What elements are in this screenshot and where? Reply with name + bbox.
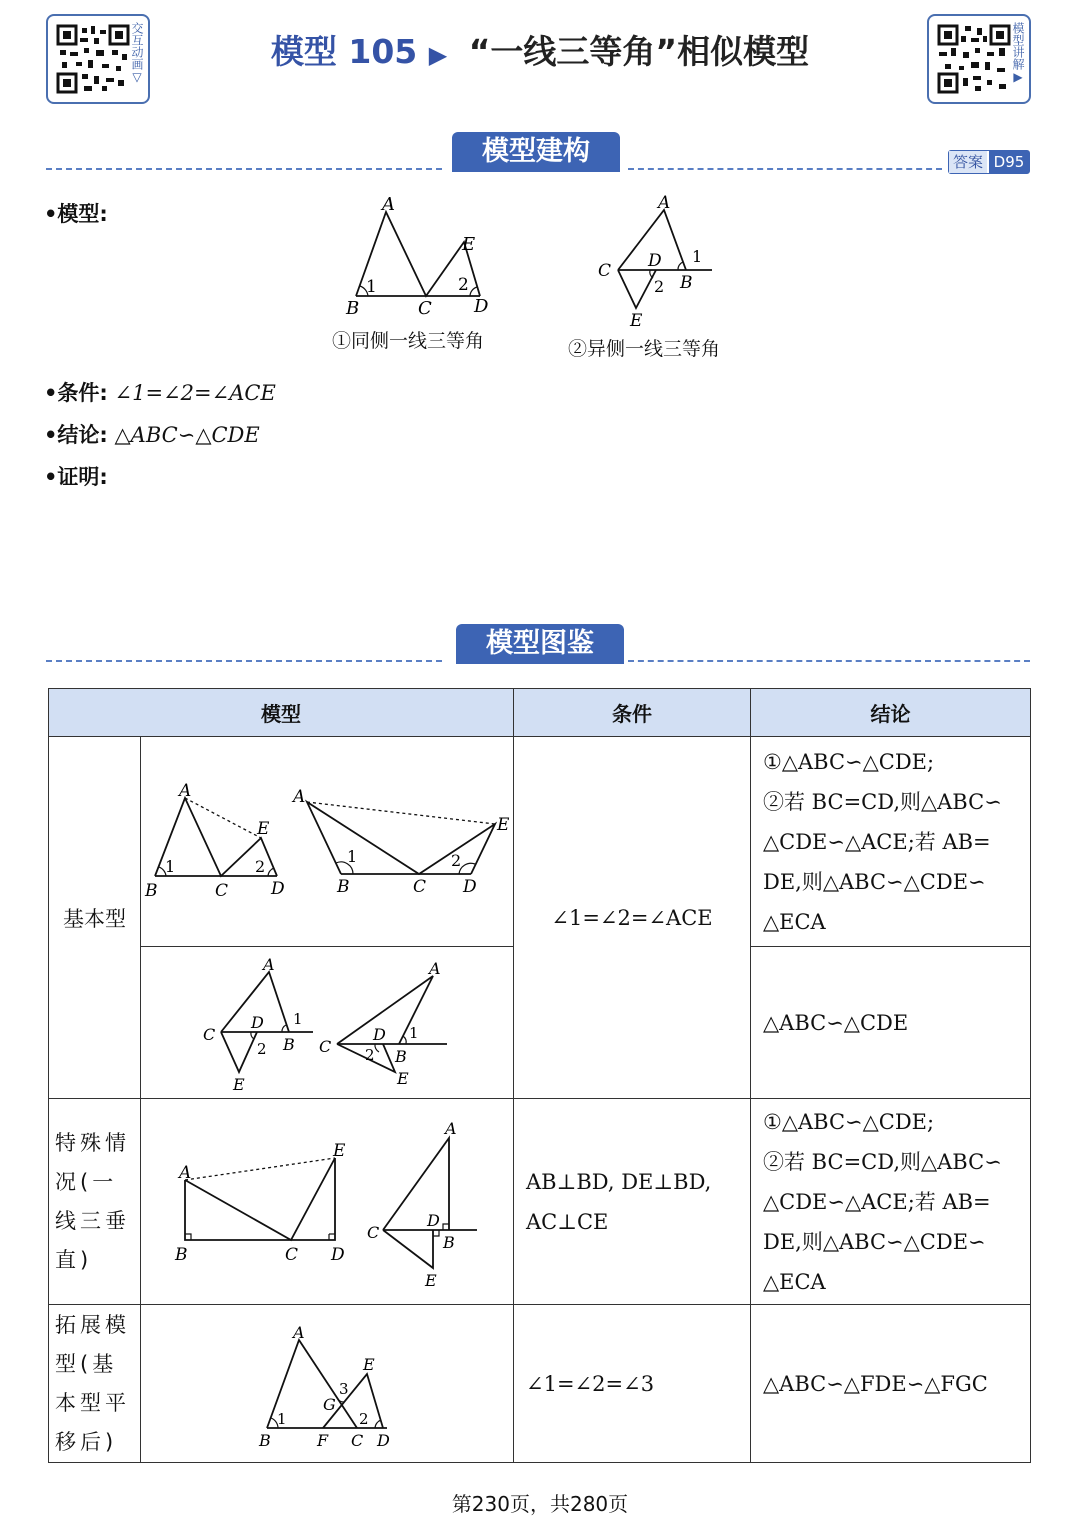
condition-special: AB⊥BD, DE⊥BD, AC⊥CE — [514, 1099, 751, 1305]
svg-text:D: D — [377, 1430, 390, 1450]
conclusion-basic-bottom: △ABC∽△CDE — [751, 947, 1031, 1099]
figure-opposite-side — [590, 192, 730, 332]
header-model: 模型 — [49, 689, 514, 737]
proof-label: •证明: — [44, 465, 108, 489]
svg-text:3: 3 — [339, 1379, 349, 1398]
svg-text:E: E — [363, 1354, 375, 1374]
svg-text:E: E — [497, 814, 510, 835]
qr-right-label: 模型讲解▶ — [1011, 22, 1025, 84]
svg-text:C: C — [367, 1222, 380, 1242]
answer-badge[interactable] — [948, 150, 1030, 174]
svg-text:D: D — [271, 878, 285, 899]
qr-left-label: 交互动画▽ — [130, 22, 144, 84]
header-condition: 条件 — [514, 689, 751, 737]
page-footer: 第230页，共280页 — [451, 1492, 629, 1516]
svg-text:B: B — [283, 1034, 295, 1054]
label-B: B — [346, 298, 360, 319]
svg-text:A: A — [179, 1162, 192, 1183]
conclusion-basic-top: ①△ABC∽△CDE; ②若 BC=CD,则△ABC∽ △CDE∽△ACE;若 AB= DE,则△ABC∽△CDE∽ △ECA — [751, 737, 1031, 947]
figure-same-side — [330, 190, 510, 320]
figure-cell-basic-top — [141, 737, 514, 947]
label-A: A — [382, 194, 395, 215]
svg-text:2: 2 — [255, 856, 266, 876]
svg-text:A: A — [429, 958, 441, 978]
answer-label: 答案 — [949, 151, 987, 173]
svg-text:F: F — [317, 1430, 329, 1450]
svg-text:1: 1 — [409, 1023, 419, 1042]
conclusion-special: ①△ABC∽△CDE; ②若 BC=CD,则△ABC∽ △CDE∽△ACE;若 AB= DE,则△ABC∽△CDE∽ △ECA — [751, 1099, 1031, 1305]
figure-cell-basic-bottom — [141, 947, 514, 1099]
svg-text:B: B — [145, 880, 158, 901]
svg-text:A: A — [263, 954, 275, 974]
figure-cell-extended — [141, 1305, 514, 1463]
title-arrow: ▶ — [428, 41, 448, 69]
svg-text:B: B — [443, 1232, 455, 1252]
header-conclusion: 结论 — [751, 689, 1031, 737]
figure-basic-opposite-side — [141, 948, 513, 1098]
title-prefix: 模型 105 — [270, 32, 418, 71]
svg-text:2: 2 — [359, 1409, 369, 1428]
svg-text:2: 2 — [365, 1045, 375, 1064]
label-angle-1: 1 — [366, 277, 377, 297]
title-main: “一线三等角”相似模型 — [468, 32, 810, 71]
label-angle-1: 1 — [692, 247, 703, 266]
figure-basic-same-side — [141, 738, 513, 946]
category-basic: 基本型 — [49, 737, 141, 1099]
section-divider-left — [46, 660, 442, 662]
svg-text:D: D — [463, 876, 477, 897]
svg-text:D: D — [251, 1012, 264, 1032]
label-E: E — [630, 311, 643, 331]
figure-cell-special — [141, 1099, 514, 1305]
svg-text:E: E — [397, 1068, 409, 1088]
svg-text:C: C — [319, 1036, 332, 1056]
svg-text:C: C — [203, 1024, 216, 1044]
svg-text:B: B — [175, 1244, 188, 1265]
svg-text:C: C — [285, 1244, 299, 1265]
category-extended: 拓展模型(基本型平移后) — [49, 1305, 141, 1463]
model-label: •模型: — [44, 202, 108, 226]
svg-text:1: 1 — [277, 1409, 287, 1428]
model-table — [48, 688, 1031, 1463]
svg-text:1: 1 — [165, 856, 176, 876]
conclusion-extended: △ABC∽△FDE∽△FGC — [751, 1305, 1031, 1463]
label-C: C — [598, 261, 612, 281]
svg-text:2: 2 — [451, 850, 462, 870]
svg-text:E: E — [233, 1074, 245, 1094]
section-divider-right — [628, 168, 942, 170]
svg-text:G: G — [323, 1394, 336, 1414]
svg-text:1: 1 — [293, 1009, 303, 1028]
svg-text:B: B — [395, 1046, 407, 1066]
svg-text:B: B — [337, 876, 350, 897]
label-D: D — [648, 251, 662, 271]
answer-code: D95 — [989, 151, 1029, 173]
label-angle-2: 2 — [458, 275, 469, 295]
svg-text:2: 2 — [257, 1039, 267, 1058]
svg-text:A: A — [293, 786, 306, 807]
section-divider-left — [46, 168, 442, 170]
page-title — [0, 26, 1080, 73]
condition-text: ∠1=∠2=∠ACE — [114, 381, 276, 405]
label-A: A — [658, 193, 671, 213]
category-special: 特殊情况(一线三垂直) — [49, 1099, 141, 1305]
svg-text:E: E — [333, 1140, 346, 1161]
section-divider-right — [628, 660, 1030, 662]
label-D: D — [474, 296, 489, 317]
svg-text:D: D — [331, 1244, 345, 1265]
svg-text:E: E — [257, 818, 270, 839]
caption-same-side: ①同侧一线三等角 — [332, 330, 485, 352]
svg-text:C: C — [413, 876, 427, 897]
svg-text:C: C — [351, 1430, 364, 1450]
figure-extended-model — [141, 1306, 513, 1462]
conclusion-label: •结论: — [44, 423, 108, 447]
condition-label: •条件: — [44, 381, 108, 405]
svg-text:A: A — [445, 1118, 457, 1138]
svg-text:E: E — [425, 1270, 437, 1290]
section-tab-model-gallery: 模型图鉴 — [456, 624, 624, 664]
svg-text:D: D — [427, 1210, 440, 1230]
figure-three-perpendicular — [141, 1100, 513, 1304]
conclusion-text: △ABC∽△CDE — [114, 423, 260, 447]
label-B: B — [680, 273, 693, 293]
section-tab-model-construction: 模型建构 — [452, 132, 620, 172]
label-angle-2: 2 — [654, 277, 665, 296]
table-row — [49, 737, 1031, 947]
svg-text:A: A — [179, 780, 192, 801]
label-C: C — [418, 298, 432, 319]
condition-row — [44, 377, 276, 407]
condition-basic: ∠1=∠2=∠ACE — [514, 737, 751, 1099]
svg-text:1: 1 — [347, 846, 358, 866]
svg-text:B: B — [259, 1430, 271, 1450]
conclusion-row — [44, 419, 260, 449]
label-E: E — [462, 234, 476, 255]
table-row — [49, 1305, 1031, 1463]
caption-opposite-side: ②异侧一线三等角 — [568, 338, 721, 360]
condition-extended: ∠1=∠2=∠3 — [514, 1305, 751, 1463]
svg-text:D: D — [373, 1024, 386, 1044]
svg-text:A: A — [293, 1322, 305, 1342]
proof-row — [44, 461, 108, 491]
table-row — [49, 1099, 1031, 1305]
table-header-row — [49, 689, 1031, 737]
svg-text:C: C — [215, 880, 229, 901]
